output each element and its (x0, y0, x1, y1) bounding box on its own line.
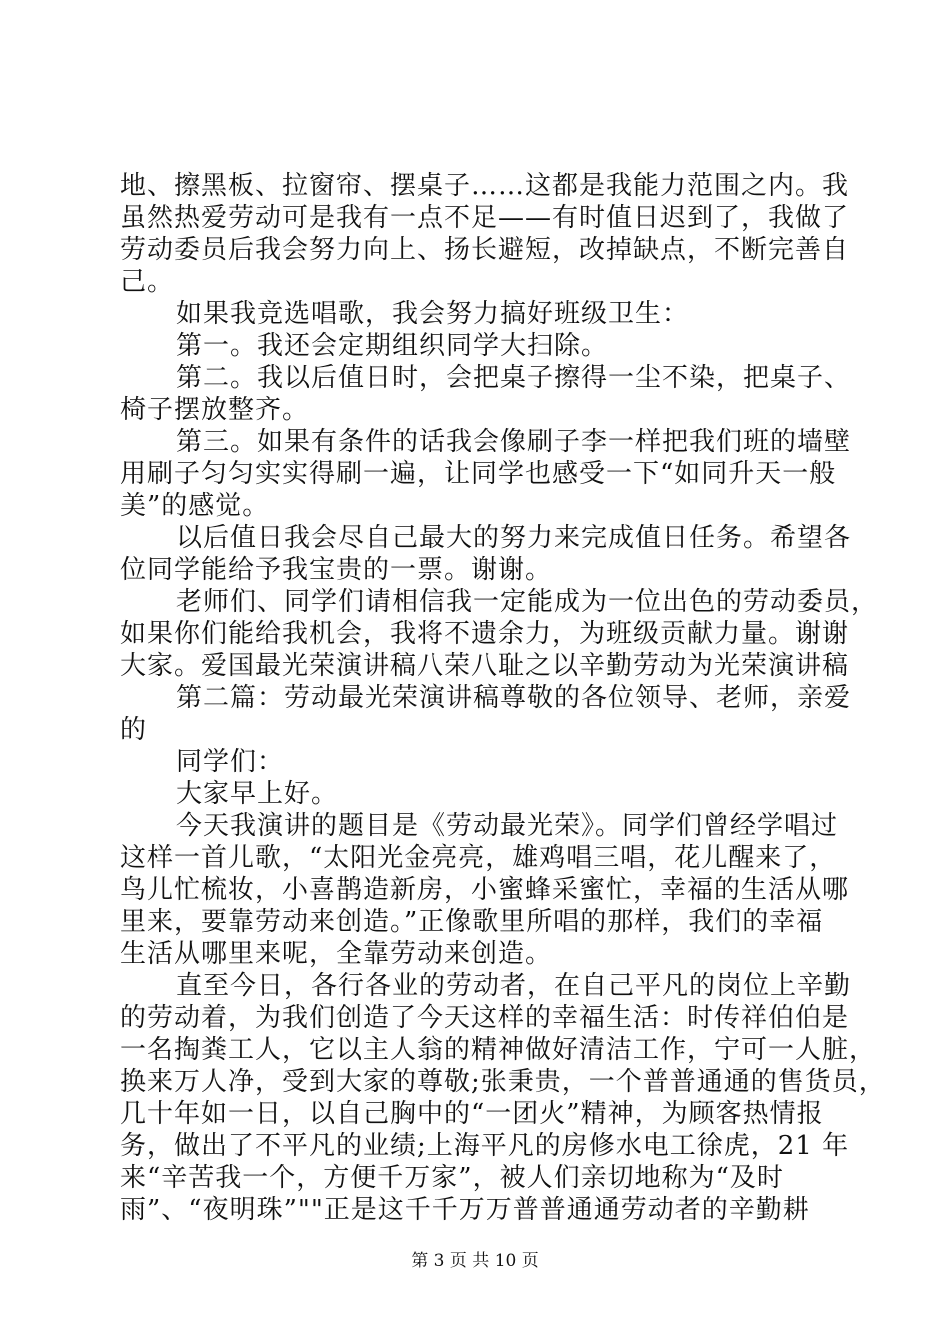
text-line: 一名掏粪工人，它以主人翁的精神做好清洁工作，宁可一人脏， (120, 1035, 877, 1065)
text-line: 第一。我还会定期组织同学大扫除。 (176, 331, 609, 361)
page-footer: 第 3 页 共 10 页 (411, 1251, 539, 1271)
text-line: 生活从哪里来呢，全靠劳动来创造。 (120, 939, 553, 969)
text-line: 大家早上好。 (176, 779, 339, 809)
text-line: 鸟儿忙梳妆，小喜鹊造新房，小蜜蜂采蜜忙，幸福的生活从哪 (120, 875, 850, 905)
text-line: 的劳动着，为我们创造了今天这样的幸福生活：时传祥伯伯是 (120, 1003, 850, 1033)
text-line: 务，做出了不平凡的业绩;上海平凡的房修水电工徐虎，21 年 (120, 1131, 850, 1161)
text-line: 里来，要靠劳动来创造。”正像歌里所唱的那样，我们的幸福 (120, 907, 824, 937)
text-line: 椅子摆放整齐。 (120, 395, 310, 425)
text-line: 直至今日，各行各业的劳动者，在自己平凡的岗位上辛勤 (176, 971, 852, 1001)
text-line: 以后值日我会尽自己最大的努力来完成值日任务。希望各 (176, 523, 852, 553)
text-line: 位同学能给予我宝贵的一票。谢谢。 (120, 555, 553, 585)
text-line: 地、擦黑板、拉窗帘、摆桌子……这都是我能力范围之内。我 (120, 171, 850, 201)
text-line: 老师们、同学们请相信我一定能成为一位出色的劳动委员， (176, 587, 879, 617)
text-line: 美”的感觉。 (120, 491, 270, 521)
text-line: 用刷子匀匀实实得刷一遍，让同学也感受一下“如同升天一般 (120, 459, 837, 489)
text-line: 第三。如果有条件的话我会像刷子李一样把我们班的墙壁 (176, 427, 852, 457)
text-line: 雨”、“夜明珠”""正是这千千万万普普通通劳动者的辛勤耕 (120, 1195, 810, 1225)
text-line: 的 (120, 715, 148, 745)
text-line: 劳动委员后我会努力向上、扬长避短，改掉缺点，不断完善自 (120, 235, 850, 265)
text-line: 换来万人净，受到大家的尊敬;张秉贵，一个普普通通的售货员， (120, 1067, 886, 1097)
text-line: 这样一首儿歌，“太阳光金亮亮，雄鸡唱三唱，花儿醒来了， (120, 843, 837, 873)
text-line: 几十年如一日，以自己胸中的“一团火”精神，为顾客热情报 (120, 1099, 824, 1129)
text-line: 己。 (120, 267, 175, 297)
document-body (120, 170, 886, 1226)
text-line: 虽然热爱劳动可是我有一点不足——有时值日迟到了，我做了 (120, 203, 850, 233)
text-line: 大家。爱国最光荣演讲稿八荣八耻之以辛勤劳动为光荣演讲稿 (120, 651, 850, 681)
text-line: 今天我演讲的题目是《劳动最光荣》。同学们曾经学唱过 (176, 811, 839, 841)
text-line: 第二篇：劳动最光荣演讲稿尊敬的各位领导、老师，亲爱 (176, 683, 852, 713)
text-line: 来“辛苦我一个，方便千万家”，被人们亲切地称为“及时 (120, 1163, 784, 1193)
text-line: 如果我竞选唱歌，我会努力搞好班级卫生： (176, 299, 690, 329)
text-line: 同学们： (176, 747, 285, 777)
text-line: 如果你们能给我机会，我将不遗余力，为班级贡献力量。谢谢 (120, 619, 850, 649)
text-line: 第二。我以后值日时，会把桌子擦得一尘不染，把桌子、 (176, 363, 852, 393)
